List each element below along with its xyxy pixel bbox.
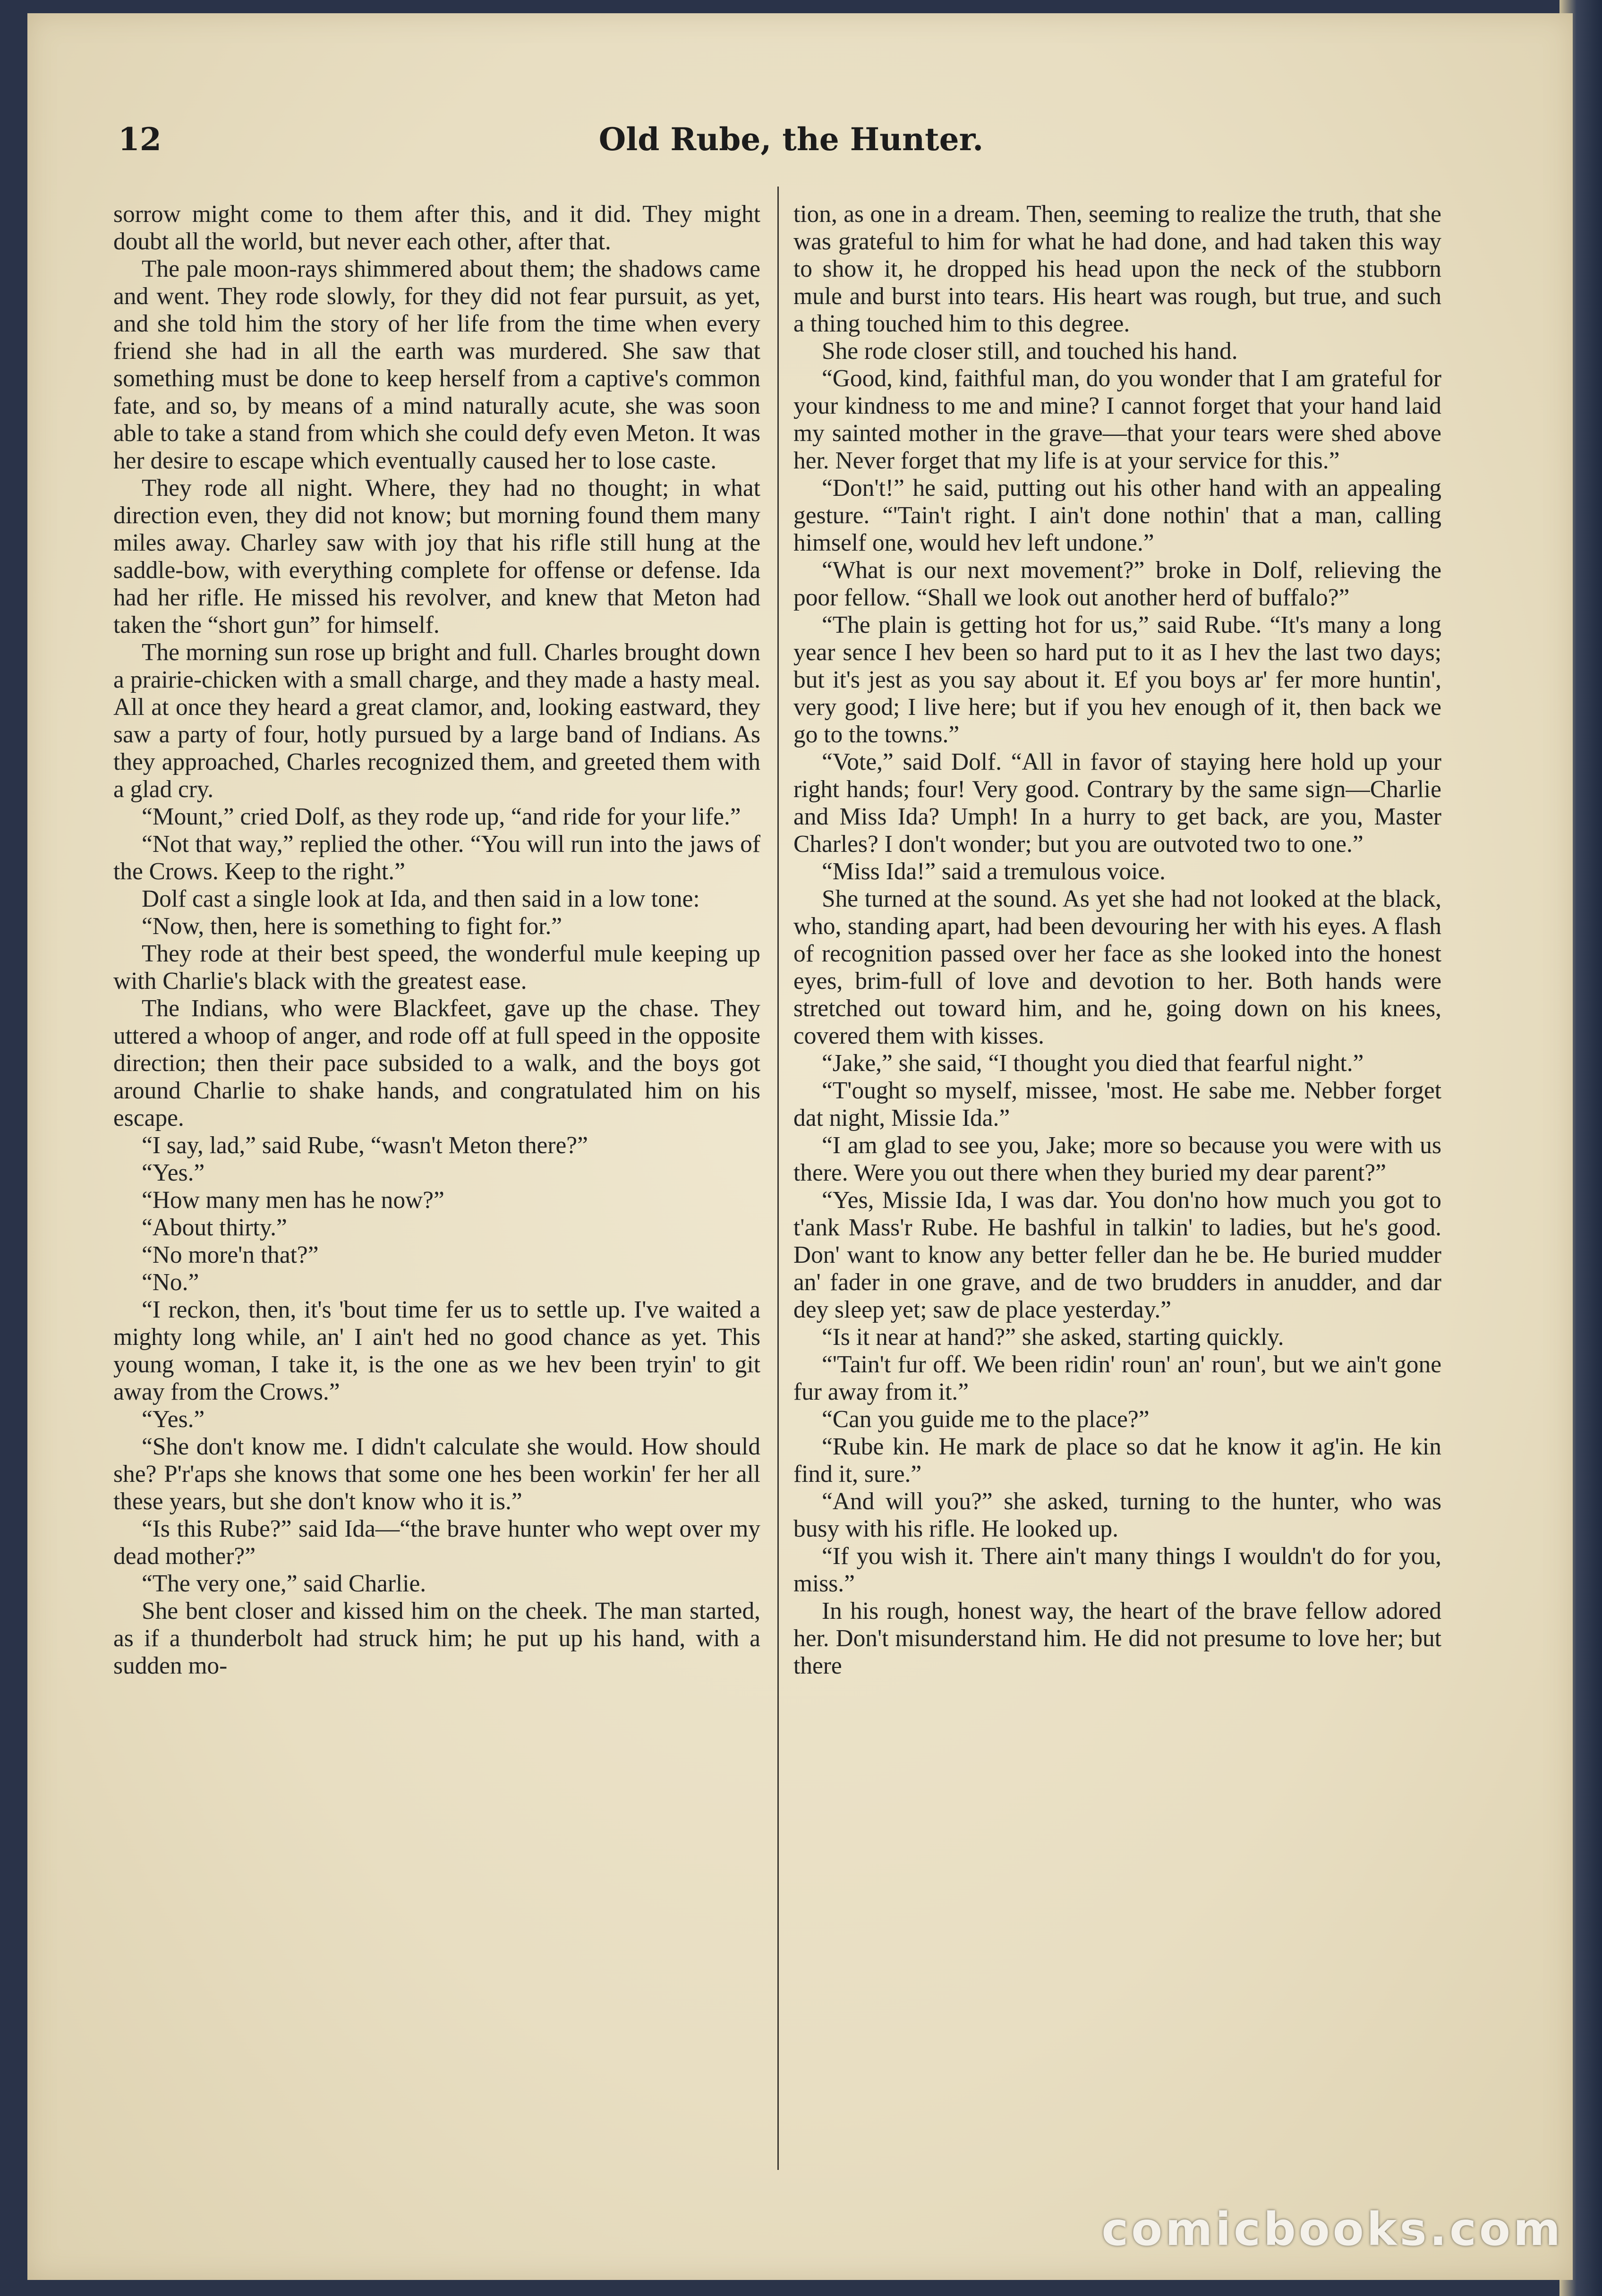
paragraph: “Mount,” cried Dolf, as they rode up, “and ride for your life.” <box>142 803 741 830</box>
paragraph: “Don't!” he said, putting out his other hand with an appealing gesture. “'Tain't right. I ain't done nothin' that a man, calling himself one, would hev left undone.” <box>793 475 1441 556</box>
paragraph: “Yes.” <box>142 1159 205 1186</box>
paragraph: “Yes, Missie Ida, I was dar. You don'no how much you got to t'ank Mass'r Rube. He bashful in talkin' to ladies, but he's good. Don' want to know any better feller dan he be. He buried mudder an' fader in one grave, and de two brudders in anudder, and dar dey sleep yet; saw de place yesterday.” <box>793 1187 1441 1323</box>
running-title: Old Rube, the Hunter. <box>598 121 984 158</box>
paragraph: “Now, then, here is something to fight for.” <box>142 913 562 940</box>
paragraph: She turned at the sound. As yet she had not looked at the black, who, standing apart, had been devouring her with his eyes. A flash of recognition passed over her face as she looked into the honest eyes, brim-full of love and devotion to her. Both hands were stretched out toward him, and he, going down on his knees, covered them with kisses. <box>793 885 1441 1049</box>
paragraph: “No more'n that?” <box>142 1242 319 1268</box>
paragraph: “How many men has he now?” <box>142 1187 444 1214</box>
paragraph: “I am glad to see you, Jake; more so because you were with us there. Were you out there when they buried my dear parent?” <box>793 1132 1441 1186</box>
paragraph: “What is our next movement?” broke in Dolf, relieving the poor fellow. “Shall we look out another herd of buffalo?” <box>793 557 1441 611</box>
paragraph: “'Tain't fur off. We been ridin' roun' an' roun', but we ain't gone fur away from it.” <box>793 1351 1441 1405</box>
paragraph: tion, as one in a dream. Then, seeming to realize the truth, that she was grateful to him for what he had done, and had taken this way to show it, he dropped his head upon the neck of the stubborn mule and burst into tears. His heart was rough, but true, and such a thing touched him to this degree. <box>793 201 1441 337</box>
paragraph: “T'ought so myself, missee, 'most. He sabe me. Nebber forget dat night, Missie Ida.” <box>793 1077 1441 1131</box>
paragraph: “Rube kin. He mark de place so dat he know it ag'in. He kin find it, sure.” <box>793 1433 1441 1488</box>
paragraph: “Jake,” she said, “I thought you died that fearful night.” <box>822 1050 1364 1077</box>
column-divider <box>777 187 779 2170</box>
paragraph: She rode closer still, and touched his hand. <box>822 338 1238 365</box>
paragraph: Dolf cast a single look at Ida, and then said in a low tone: <box>142 885 700 912</box>
paragraph: “The very one,” said Charlie. <box>142 1570 426 1597</box>
right-column <box>793 201 1441 2151</box>
paragraph: “She don't know me. I didn't calculate she would. How should she? P'r'aps she knows that some one hes been workin' fer her all these years, but she don't know who it is.” <box>113 1433 760 1515</box>
page-header <box>118 120 1464 158</box>
paragraph: “Good, kind, faithful man, do you wonder that I am grateful for your kindness to me and mine? I cannot forget that your hand laid my sainted mother in the grave—that your tears were shed above her. Never forget that my life is at your service for this.” <box>793 365 1441 474</box>
paragraph: In his rough, honest way, the heart of the brave fellow adored her. Don't misunderstand him. He did not presume to love her; but there <box>793 1598 1441 1679</box>
paragraph: “Not that way,” replied the other. “You will run into the jaws of the Crows. Keep to the right.” <box>113 831 760 885</box>
paragraph: The pale moon-rays shimmered about them; the shadows came and went. They rode slowly, for they did not fear pursuit, as yet, and she told him the story of her life from the time when every friend she had in all the earth was murdered. She saw that something must be done to keep herself from a captive's common fate, and so, by means of a mind naturally acute, she was soon able to take a stand from which she could defy even Meton. It was her desire to escape which eventually caused her to lose caste. <box>113 255 760 474</box>
paragraph: “The plain is getting hot for us,” said Rube. “It's many a long year sence I hev been so hard put to it as I hev the last two days; but it's jest as you say about it. Ef you boys ar' fer more huntin', very good; I live here; but if you hev enough of it, then back we go to the towns.” <box>793 612 1441 748</box>
paragraph: “No.” <box>142 1269 199 1296</box>
page-number: 12 <box>118 121 162 158</box>
left-column <box>113 201 760 2151</box>
paragraph: “Vote,” said Dolf. “All in favor of staying here hold up your right hands; four! Very good. Contrary by the same sign—Charlie and Miss Ida? Umph! In a hurry to get back, are you, Master Charles? I don't wonder; but you are outvoted two to one.” <box>793 748 1441 858</box>
paragraph: “I reckon, then, it's 'bout time fer us to settle up. I've waited a mighty long while, an' I ain't hed no good chance as yet. This young woman, I take it, is the one as we hev been tryin' to git away from the Crows.” <box>113 1296 760 1405</box>
paragraph: “Yes.” <box>142 1406 205 1433</box>
watermark-logo: comicbooks.com <box>1101 2203 1563 2256</box>
paragraph: “And will you?” she asked, turning to the hunter, who was busy with his rifle. He looked up. <box>793 1488 1441 1542</box>
paragraph: “Can you guide me to the place?” <box>822 1406 1150 1433</box>
paragraph: “Is it near at hand?” she asked, starting quickly. <box>822 1324 1284 1351</box>
paragraph: “If you wish it. There ain't many things I wouldn't do for you, miss.” <box>793 1543 1441 1597</box>
paragraph: She bent closer and kissed him on the cheek. The man started, as if a thunderbolt had struck him; he put up his hand, with a sudden mo- <box>113 1598 760 1679</box>
paragraph: “I say, lad,” said Rube, “wasn't Meton there?” <box>142 1132 588 1159</box>
paragraph: “Miss Ida!” said a tremulous voice. <box>822 858 1166 885</box>
paragraph: sorrow might come to them after this, and it did. They might doubt all the world, but never each other, after that. <box>113 201 760 255</box>
paragraph: “Is this Rube?” said Ida—“the brave hunter who wept over my dead mother?” <box>113 1515 760 1570</box>
paragraph: “About thirty.” <box>142 1214 287 1241</box>
paragraph: They rode at their best speed, the wonderful mule keeping up with Charlie's black with the greatest ease. <box>113 940 760 995</box>
paragraph: The Indians, who were Blackfeet, gave up the chase. They uttered a whoop of anger, and rode off at full speed in the opposite direction; then their pace subsided to a walk, and the boys got around Charlie to shake hands, and congratulated him on his escape. <box>113 995 760 1131</box>
paragraph: The morning sun rose up bright and full. Charles brought down a prairie-chicken with a small charge, and they made a hasty meal. All at once they heard a great clamor, and, looking eastward, they saw a party of four, hotly pursued by a large band of Indians. As they approached, Charles recognized them, and greeted them with a glad cry. <box>113 639 760 803</box>
paragraph: They rode all night. Where, they had no thought; in what direction even, they did not know; but morning found them many miles away. Charley saw with joy that his rifle still hung at the saddle-bow, with everything complete for offense or defense. Ida had her rifle. He missed his revolver, and knew that Meton had taken the “short gun” for himself. <box>113 475 760 638</box>
